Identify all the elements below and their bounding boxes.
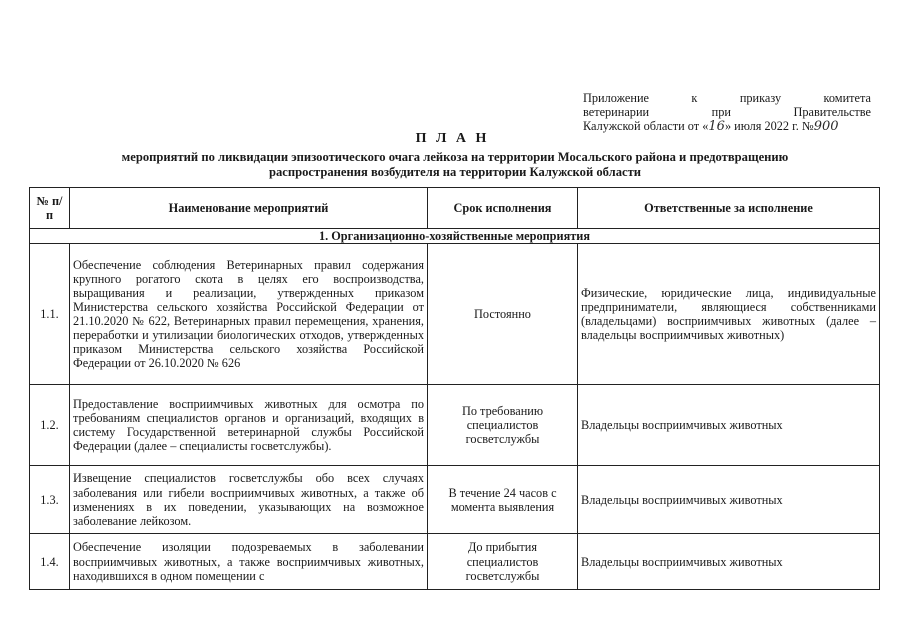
row-term: Постоянно	[428, 244, 578, 385]
header-term: Срок исполнения	[428, 188, 578, 229]
table-row	[30, 534, 880, 590]
row-term: В течение 24 часов с момента выявления	[428, 466, 578, 534]
row-name: Обеспечение изоляции подозреваемых в заболевании восприимчивых животных, а также восприимчивых животных, находившихся в одном помещении с	[70, 534, 428, 590]
row-num: 1.1.	[30, 244, 70, 385]
appendix-line-2: ветеринарии при Правительстве	[583, 105, 871, 119]
row-num: 1.4.	[30, 534, 70, 590]
appendix-date-prefix: Калужской области от «	[583, 119, 709, 133]
row-resp: Владельцы восприимчивых животных	[578, 534, 880, 590]
row-name: Предоставление восприимчивых животных для осмотра по требованиям специалистов органов и организаций, входящих в систему Государственной ветеринарной службы Российской Федерации (далее – специалисты госветслужбы).	[70, 385, 428, 466]
table-row	[30, 244, 880, 385]
section-title: 1. Организационно-хозяйственные мероприятия	[30, 229, 880, 244]
row-term: До прибытия специалистов госветслужбы	[428, 534, 578, 590]
table-header-row	[30, 188, 880, 229]
row-term: По требованию специалистов госветслужбы	[428, 385, 578, 466]
section-row	[30, 229, 880, 244]
row-num: 1.3.	[30, 466, 70, 534]
header-resp: Ответственные за исполнение	[578, 188, 880, 229]
header-name: Наименование мероприятий	[70, 188, 428, 229]
appendix-block	[583, 91, 871, 134]
row-name: Обеспечение соблюдения Ветеринарных правил содержания крупного рогатого скота в целях его воспроизводства, выращивания и реализации, утвержденных приказом Министерства сельского хозяйства Российской Федерации от 21.10.2020 № 622, Ветеринарных правил перемещения, хранения, переработки и утилизации биологических отходов, утвержденных приказом Министерства сельского хозяйства Российской Федерации от 26.10.2020 № 626	[70, 244, 428, 385]
row-resp: Физические, юридические лица, индивидуальные предприниматели, являющиеся собственниками (владельцами) восприимчивых животных (далее – владельцы восприимчивых животных)	[578, 244, 880, 385]
plan-table	[29, 187, 880, 590]
table-row	[30, 385, 880, 466]
header-num: № п/п	[30, 188, 70, 229]
plan-title: П Л А Н	[415, 131, 490, 146]
handwritten-day: 16	[708, 119, 725, 134]
table-row	[30, 466, 880, 534]
appendix-date-mid: » июля 2022 г. №	[724, 119, 814, 133]
row-name: Извещение специалистов госветслужбы обо всех случаях заболевания или гибели восприимчивых животных, а также об изменениях в их поведении, указывающих на возможное заболевание лейкозом.	[70, 466, 428, 534]
handwritten-order-number: 900	[813, 119, 839, 134]
plan-subtitle: мероприятий по ликвидации эпизоотического очага лейкоза на территории Мосальского района и предотвращению распространения возбудителя на территории Калужской области	[121, 150, 789, 179]
row-resp: Владельцы восприимчивых животных	[578, 385, 880, 466]
appendix-line-1: Приложение к приказу комитета	[583, 91, 871, 105]
row-resp: Владельцы восприимчивых животных	[578, 466, 880, 534]
row-num: 1.2.	[30, 385, 70, 466]
